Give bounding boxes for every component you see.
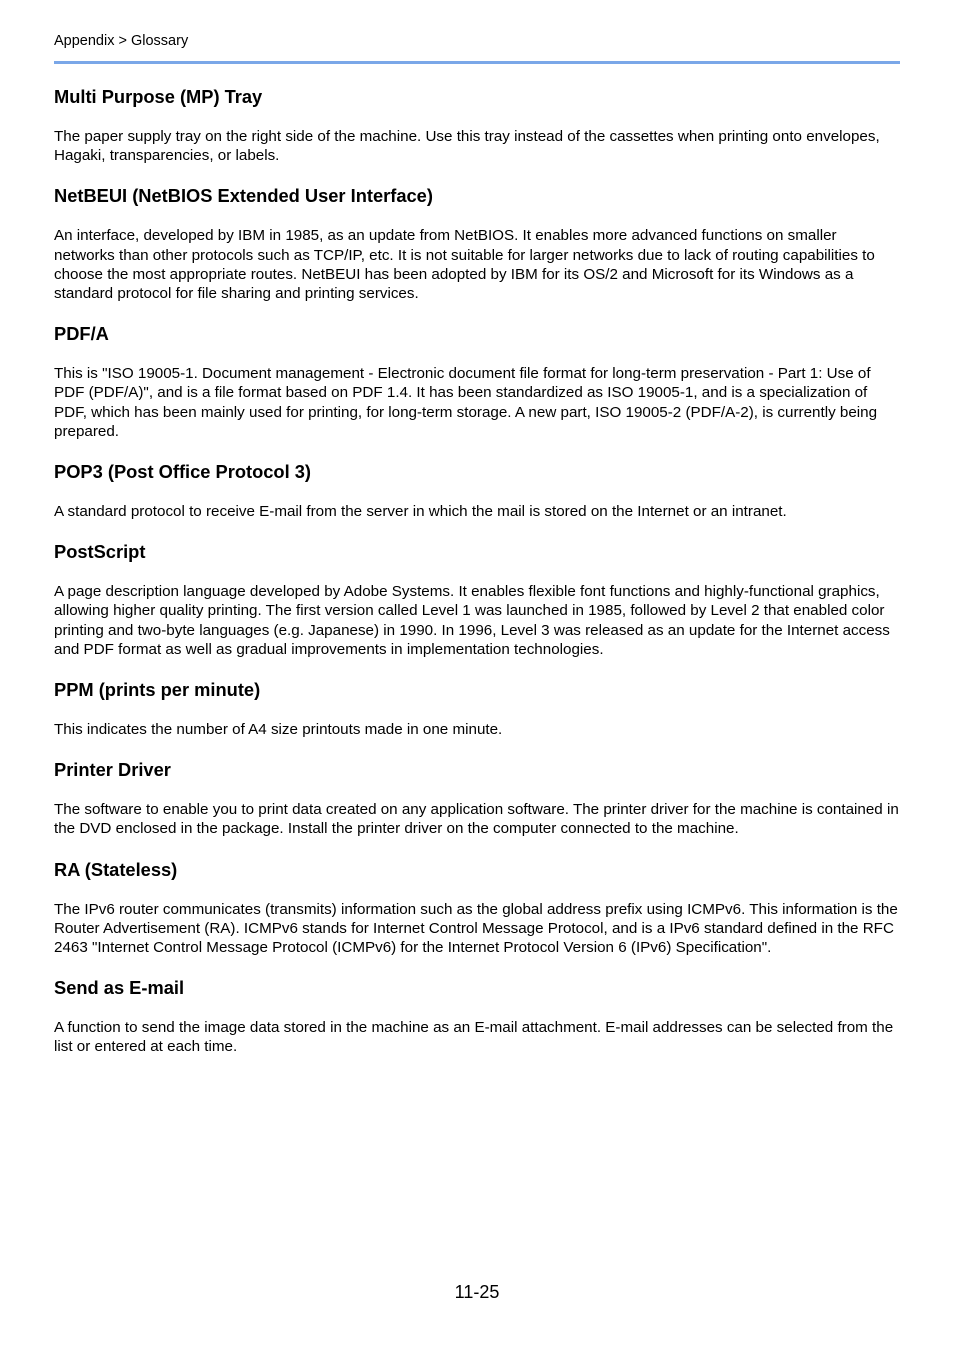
glossary-entry: [54, 977, 900, 1056]
glossary-entry: [54, 323, 900, 441]
entry-title: POP3 (Post Office Protocol 3): [54, 461, 311, 483]
glossary-entry: [54, 86, 900, 165]
entry-title: Send as E-mail: [54, 977, 185, 999]
glossary-entry: [54, 185, 900, 303]
entry-title: NetBEUI (NetBIOS Extended User Interface): [54, 185, 433, 207]
entry-title: PPM (prints per minute): [54, 679, 261, 701]
glossary-entry: [54, 541, 900, 659]
page-number: 11-25: [454, 1282, 500, 1302]
glossary-entry: [54, 759, 900, 838]
entry-description: A standard protocol to receive E-mail from the server in which the mail is stored on the Internet or an intranet.: [54, 503, 787, 521]
entry-description: An interface, developed by IBM in 1985, as an update from NetBIOS. It enables more advanced functions on smaller networks than other protocols such as TCP/IP, etc. It is not suitable for larger networks due to lack of routing capabilities to choose the most appropriate routes. NetBEUI has been adopted by IBM for its OS/2 and Microsoft for its Windows as a standard protocol for file sharing and printing services.: [54, 227, 875, 303]
entry-description: This indicates the number of A4 size printouts made in one minute.: [54, 721, 503, 739]
entry-description: This is "ISO 19005-1. Document management - Electronic document file format for long-term preservation - Part 1: Use of PDF (PDF/A)", and is a file format based on PDF 1.4. It has been standardized as ISO 19005-1, and is a specialization of PDF, which has been mainly used for printing, for long-term storage. A new part, ISO 19005-2 (PDF/A-2), is currently being prepared.: [54, 365, 878, 440]
entry-description: The software to enable you to print data created on any application software. The printer driver for the machine is contained in the DVD enclosed in the package. Install the printer driver on the computer connected to the machine.: [54, 801, 899, 838]
glossary-entry: [54, 679, 900, 739]
entry-title: Multi Purpose (MP) Tray: [54, 86, 263, 107]
glossary-entry: [54, 461, 900, 521]
breadcrumb: Appendix > Glossary: [54, 33, 189, 49]
glossary-entry: [54, 859, 900, 958]
entry-description: The IPv6 router communicates (transmits) information such as the global address prefix using ICMPv6. This information is the Router Advertisement (RA). ICMPv6 stands for Internet Control Message Protocol, and is a IPv6 standard defined in the RFC 2463 "Internet Control Message Protocol (ICMPv6) for the Internet Protocol Version 6 (IPv6) Specification".: [54, 900, 898, 957]
entry-description: The paper supply tray on the right side of the machine. Use this tray instead of the cassettes when printing onto envelopes, Hagaki, transparencies, or labels.: [54, 128, 880, 165]
glossary-list: [54, 86, 900, 1077]
entry-title: Printer Driver: [54, 759, 171, 781]
header-divider: [54, 61, 900, 64]
entry-description: A function to send the image data stored in the machine as an E-mail attachment. E-mail addresses can be selected from the list or entered at each time.: [54, 1019, 894, 1056]
entry-description: A page description language developed by Adobe Systems. It enables flexible font functions and highly-functional graphics, allowing higher quality printing. The first version called Level 1 was launched in 1985, followed by Level 2 that enabled color printing and two-byte languages (e.g. Japanese) in 1990. In 1996, Level 3 was released as an update for the Internet access and PDF format as well as gradual improvements in implementation technologies.: [54, 583, 890, 658]
entry-title: PDF/A: [54, 323, 109, 345]
entry-title: PostScript: [54, 541, 146, 563]
entry-title: RA (Stateless): [54, 858, 178, 880]
